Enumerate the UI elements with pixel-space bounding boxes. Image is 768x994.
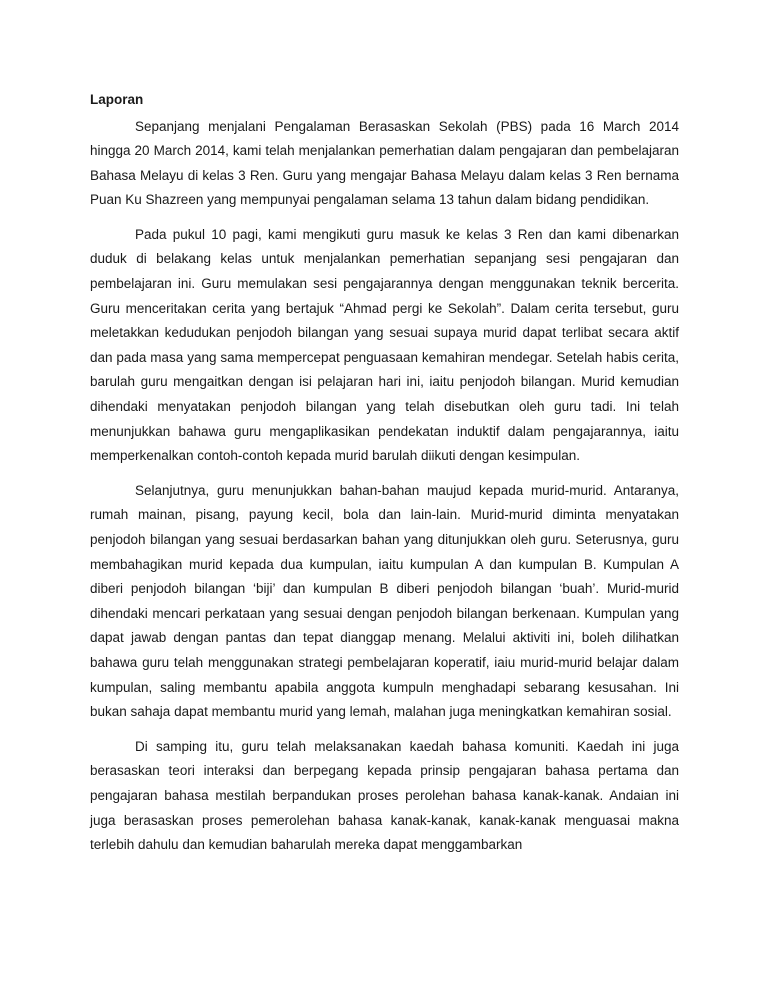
paragraph-4: Di samping itu, guru telah melaksanakan kaedah bahasa komuniti. Kaedah ini juga berasaskan teori interaksi dan berpegang kepada prinsip pengajaran bahasa pertama dan pengajaran bahasa mestilah berpandukan proses perolehan bahasa kanak-kanak. Andaian ini juga berasaskan proses pemerolehan bahasa kanak-kanak, kanak-kanak menguasai makna terlebih dahulu dan kemudian baharulah mereka dapat menggambarkan [90, 738, 679, 853]
document-page [90, 88, 679, 858]
paragraph-2: Pada pukul 10 pagi, kami mengikuti guru masuk ke kelas 3 Ren dan kami dibenarkan duduk di belakang kelas untuk menjalankan pemerhatian sepanjang sesi pengajaran dan pembelajaran ini. Guru memulakan sesi pengajarannya dengan menggunakan teknik bercerita. Guru menceritakan cerita yang bertajuk “Ahmad pergi ke Sekolah”. Dalam cerita tersebut, guru meletakkan kedudukan penjodoh bilangan yang sesuai supaya murid dapat terlibat secara aktif dan pada masa yang sama mempercepat penguasaan kemahiran mendegar. Setelah habis cerita, barulah guru mengaitkan dengan isi pelajaran hari ini, iaitu penjodoh bilangan. Murid kemudian dihendaki menyatakan penjodoh bilangan yang telah disebutkan oleh guru tadi. Ini telah menunjukkan bahawa guru mengaplikasikan pendekatan induktif dalam pengajarannya, iaitu memperkenalkan contoh-contoh kepada murid barulah diikuti dengan kesimpulan. [90, 226, 679, 464]
paragraph-3: Selanjutnya, guru menunjukkan bahan-bahan maujud kepada murid-murid. Antaranya, rumah mainan, pisang, payung kecil, bola dan lain-lain. Murid-murid diminta menyatakan penjodoh bilangan yang sesuai berdasarkan bahan yang ditunjukkan oleh guru. Seterusnya, guru membahagikan murid kepada dua kumpulan, iaitu kumpulan A dan kumpulan B. Kumpulan A diberi penjodoh bilangan ‘biji’ dan kumpulan B diberi penjodoh bilangan ‘buah’. Murid-murid dihendaki mencari perkataan yang sesuai dengan penjodoh bilangan berkenaan. Kumpulan yang dapat jawab dengan pantas dan tepat dianggap menang. Melalui aktiviti ini, boleh dilihatkan bahawa guru telah menggunakan strategi pembelajaran koperatif, iaiu murid-murid belajar dalam kumpulan, saling membantu apabila anggota kumpuln menghadapi sebarang kesusahan. Ini bukan sahaja dapat membantu murid yang lemah, malahan juga meningkatkan kemahiran sosial. [90, 482, 679, 720]
paragraph-1: Sepanjang menjalani Pengalaman Berasaskan Sekolah (PBS) pada 16 March 2014 hingga 20 March 2014, kami telah menjalankan pemerhatian dalam pengajaran dan pembelajaran Bahasa Melayu di kelas 3 Ren. Guru yang mengajar Bahasa Melayu dalam kelas 3 Ren bernama Puan Ku Shazreen yang mempunyai pengalaman selama 13 tahun dalam bidang pendidikan. [90, 118, 679, 208]
document-heading: Laporan [90, 92, 144, 107]
